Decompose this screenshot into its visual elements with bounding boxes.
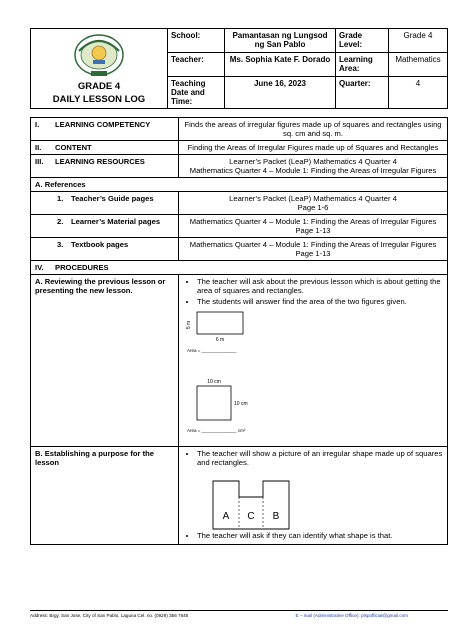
- ref3-label-cell: [31, 238, 179, 261]
- ref2-label-cell: [31, 215, 179, 238]
- grade-title: GRADE 4: [77, 80, 121, 92]
- ref2-value-line-1: Mathematics Quarter 4 – Module 1: Finding the Areas of Irregular Figures: [189, 217, 437, 226]
- grade-level-value: Grade 4: [389, 29, 448, 53]
- table-row: [31, 141, 448, 155]
- table-row: [31, 192, 448, 215]
- row-label: LEARNING RESOURCES: [55, 157, 145, 166]
- resources-label-cell: [31, 155, 179, 178]
- table-row: [31, 215, 448, 238]
- irregular-shape-svg: [183, 469, 443, 531]
- ref3-value-cell: [179, 238, 448, 261]
- square-figure: [197, 386, 231, 420]
- procedure-b-bullets: [183, 449, 443, 467]
- row-number: 2.: [57, 217, 64, 226]
- list-item: • The teacher will ask if they can identify what shape is that.: [197, 531, 443, 540]
- school-label: School:: [168, 29, 225, 53]
- shape-label-b: B: [272, 511, 280, 522]
- square-side-label: 10 cm: [234, 401, 248, 407]
- learning-area-label: Learning Area:: [336, 53, 389, 77]
- teacher-value: Ms. Sophia Kate F. Dorado: [225, 53, 336, 77]
- table-row: [31, 447, 448, 545]
- table-row: [31, 118, 448, 141]
- page-footer: [30, 610, 448, 618]
- procedure-a-bullets: [183, 277, 443, 306]
- list-item: • The teacher will show a picture of an irregular shape made up of squares and rectangles.: [197, 449, 443, 467]
- rectangle-figures-svg: [183, 308, 443, 444]
- rectangle-side-label: 5 m: [186, 320, 192, 330]
- references-heading: A. References: [31, 178, 448, 192]
- footer-address: Address: Brgy. San Jose, City of San Pablo, Laguna Cel. no. (0929) 356 7646: [30, 613, 189, 618]
- row-label: CONTENT: [55, 143, 92, 152]
- procedure-a-content: [179, 275, 448, 447]
- rectangle-bottom-label: 6 m: [215, 337, 225, 343]
- procedure-b-content: [179, 447, 448, 545]
- learning-area-value: Mathematics: [389, 53, 448, 77]
- row-label: Teacher’s Guide pages: [71, 194, 154, 203]
- grade-level-label: Grade Level:: [336, 29, 389, 53]
- list-item: • The teacher will ask about the previous lesson which is about getting the area of squares and rectangles.: [197, 277, 443, 295]
- rectangle-area-blank: Area = ______________: [187, 348, 237, 353]
- log-title: DAILY LESSON LOG: [52, 93, 146, 105]
- square-area-blank: Area = ______________ cm²: [187, 428, 246, 433]
- content-value: Finding the Areas of Irregular Figures made up of Squares and Rectangles: [179, 141, 448, 155]
- ref3-value-line-1: Mathematics Quarter 4 – Module 1: Finding the Areas of Irregular Figures: [189, 240, 437, 249]
- logo-cell: [31, 29, 168, 109]
- resources-value-cell: [179, 155, 448, 178]
- row-number: IV.: [35, 263, 44, 272]
- irregular-shape-figure: [183, 469, 443, 531]
- competency-label-cell: [31, 118, 179, 141]
- row-label: Textbook pages: [71, 240, 129, 249]
- shape-label-a: A: [222, 511, 230, 522]
- rectangle-figure: [197, 312, 243, 334]
- content-label-cell: [31, 141, 179, 155]
- resources-value-line-1: Learner’s Packet (LeaP) Mathematics 4 Quarter 4: [229, 157, 397, 166]
- procedure-a-label: A. Reviewing the previous lesson or presenting the new lesson.: [31, 275, 179, 447]
- row-number: 3.: [57, 240, 64, 249]
- teacher-label: Teacher:: [168, 53, 225, 77]
- row-number: I.: [35, 120, 40, 129]
- procedure-b-label: B. Establishing a purpose for the lesson: [31, 447, 179, 545]
- ref1-value-line-2: Page 1-6: [297, 203, 329, 212]
- ref2-value-line-2: Page 1-13: [295, 226, 331, 235]
- procedures-heading-cell: [31, 261, 448, 275]
- competency-value: Finds the areas of irregular figures made up of squares and rectangles using sq. cm and sq. m.: [179, 118, 448, 141]
- date-value: June 16, 2023: [225, 77, 336, 109]
- header-table: [30, 28, 448, 109]
- row-number: 1.: [57, 194, 64, 203]
- table-row: [31, 238, 448, 261]
- table-row: [31, 178, 448, 192]
- ref2-value-cell: [179, 215, 448, 238]
- table-row: [31, 275, 448, 447]
- row-label: LEARNING COMPETENCY: [55, 120, 151, 129]
- ref1-label-cell: [31, 192, 179, 215]
- shape-label-c: C: [247, 511, 255, 522]
- footer-email: E – mail (Administrative Office): plspofficial@gmail.com: [295, 613, 408, 618]
- ref1-value-line-1: Learner’s Packet (LeaP) Mathematics 4 Quarter 4: [229, 194, 397, 203]
- resources-value-line-2: Mathematics Quarter 4 – Module 1: Finding the Areas of Irregular Figures: [189, 166, 437, 175]
- row-number: II.: [35, 143, 42, 152]
- lesson-table: [30, 117, 448, 545]
- square-top-label: 10 cm: [207, 379, 221, 385]
- row-label: Learner’s Material pages: [71, 217, 161, 226]
- quarter-label: Quarter:: [336, 77, 389, 109]
- procedure-b-bullets-2: [183, 531, 443, 540]
- date-label: Teaching Date and Time:: [168, 77, 225, 109]
- ref3-value-line-2: Page 1-13: [295, 249, 331, 258]
- list-item: • The students will answer find the area of the two figures given.: [197, 297, 443, 306]
- school-seal-logo: [71, 33, 127, 77]
- ref1-value-cell: [179, 192, 448, 215]
- quarter-value: 4: [389, 77, 448, 109]
- area-figures: [183, 308, 443, 444]
- table-row: [31, 155, 448, 178]
- school-value: Pamantasan ng Lungsod ng San Pablo: [225, 29, 336, 53]
- row-number: III.: [35, 157, 44, 166]
- row-label: PROCEDURES: [55, 263, 109, 272]
- table-row: [31, 261, 448, 275]
